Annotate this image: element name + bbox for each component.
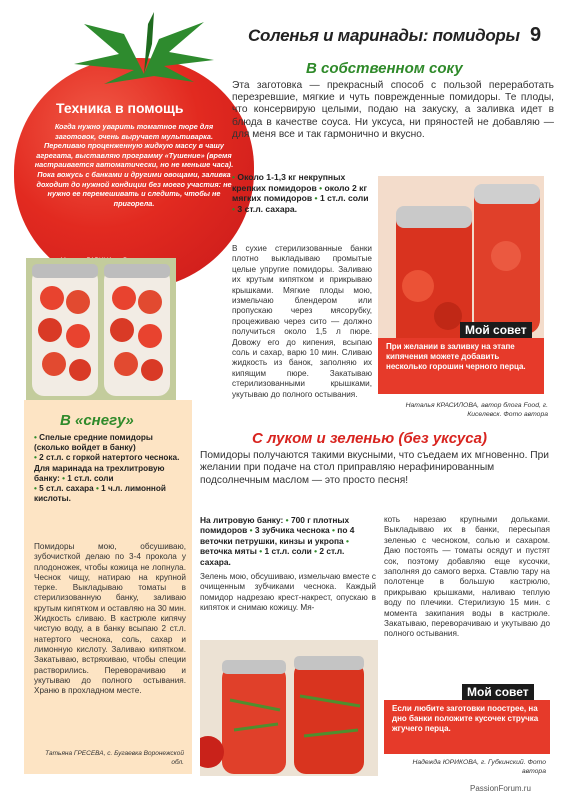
bullet-icon: • [314,546,320,557]
photo-jars-herb-tomatoes [200,640,378,776]
recipe2-title: С луком и зеленью (без уксуса) [252,430,487,447]
bullet-icon: • [62,473,68,483]
tomato-stem-icon [64,4,224,84]
ingredient: Около 1-1,3 кг некрупных крепких помидоров [232,172,346,193]
advice-text: Если любите заготовки поострее, на дно банки положите кусочек стручка жгучего перца. [392,704,539,733]
advice-text: При желании в заливку на этапе кипячения можете добавить несколько горошин черного перца. [386,342,526,371]
section-title: Соленья и маринады: помидоры [248,26,520,45]
bullet-icon: • [346,535,349,546]
recipe1-intro: Эта заготовка — прекрасный способ с пользой переработать перезревшие, мягкие и чуть поврежденные помидоры. Те плоды, что консервирую целыми, подаю на закуску, а заливка идет в блюда в качестве соуса. Ни уксуса, ни пряностей не добавляю — для меня все и так гармонично и вкусно. [232,80,554,140]
ingredient: 5 ст.л. сахара [39,484,94,494]
ingredient: 1 ч.л. лимонной кислоты. [34,484,166,504]
ingredient: 2 ст.л. сахара. [200,546,345,567]
snow-recipe-ingredients [34,433,186,504]
bullet-icon: • [34,433,40,442]
bullet-icon: • [232,172,238,182]
recipe1-ingredients [232,172,370,215]
ingredient: 1 ст.л. соли [319,193,369,204]
marinade-title: Для маринада на трехлитровую банку: [34,463,165,483]
photo-jars-snow-tomatoes [26,258,176,400]
ingredient: Спелые средние помидоры (сколько войдет в банку) [34,433,153,453]
recipe2-steps-part2: коть нарезаю крупными дольками. Выкладываю их в банки, пересыпая зеленью с чесноком, солью и сахаром. Даю постоять — томаты осядут и пустят сок, поэтому добавляю еще кусочки, заполняя до самого верха. Ставлю тару на полотенце в большую кастрюлю, прикрываю крышками, наливаю теплую воду по плечики. Стерилизую 15 мин. с момента закипания воды в кастрюле. Закатываю, переворачиваю и укутываю до полного остывания. [384,515,550,639]
recipe2-ingredients [200,515,376,567]
snow-recipe-title: В «снегу» [60,412,134,429]
recipe2-intro: Помидоры получаются такими вкусными, что съедаем их мгновенно. При желании при подаче на стол приправляю нерафинированным подсолнечным маслом — это просто песня! [200,450,549,486]
photo-caption: Наталья КРАСИЛОВА, автор блога Food, г. Киселевск. Фото автора [405,402,548,418]
ingredient: 3 зубчика чеснока [254,525,330,536]
ingredient: 3 ст.л. сахара. [237,204,298,215]
bullet-icon: • [34,484,40,494]
recipe1-title: В собственном соку [306,60,463,77]
tech-box-text: Когда нужно уварить томатное пюре для заготовок, очень выручает мультиварка. Переливаю проценженную жидкую массу в чашу агрегата, выставляю программу «Тушение» (время настраивается автоматически, но не меньше часа). Пока вожусь с банками и другими овощами, заливка доходит до нужной кондиции без моего участия: не нужно ее перемешивать и следить, чтобы не пригорела. [34,122,234,208]
ingredient: по 4 веточки петрушки, кинзы и укропа [200,525,355,546]
bullet-icon: • [314,193,320,204]
page-number: 9 [530,24,542,46]
bullet-icon: • [259,546,265,557]
ingredient: веточка мяты [200,546,257,557]
ingredients-title: На литровую банку: [200,515,284,525]
bullet-icon: • [319,182,325,193]
ingredient: 700 г плотных помидоров [200,515,350,536]
recipe2-steps-part1: Зелень мою, обсушиваю, измельчаю вместе с очищенным зубчиками чеснока. Каждый помидор надрезаю крест-накрест, опускаю в кипяток и снимаю кожицу. Мя- [200,572,376,612]
advice-label: Мой совет [460,322,532,338]
bullet-icon: • [232,204,238,215]
snow-recipe-steps: Помидоры мою, обсушиваю, зубочисткой делаю по 3-4 прокола у плодоножек, чтобы кожица не лопнула. Чеснок чищу, натираю на крупной терке. Выкладываю томаты в стерилизованную банку, заливаю крутым кипятком и оставляю на 30 мин. Жидкость сливаю. В кастрюле кипячу чистую воду, а в банку всыпаю 2 ст.л. натертого чеснока, соль, сахар и лимонную кислоту. Заливаю кипятком. Закатываю, встряхиваю, чтобы специи растворились. Переворачиваю и укутываю до полного остывания. Храню в прохладном месте. [34,542,186,696]
ingredient: 1 ст.л. соли [264,546,312,557]
ingredient: 2 ст.л. с горкой натертого чеснока. [39,453,180,463]
recipe1-steps: В сухие стерилизованные банки плотно выкладываю промытые целые упругие помидоры. Заливаю их крутым кипятком и прикрываю крышками. Мягкие плоды мою, измельчаю блендером или пропускаю через мясорубку, процеживаю через сито — должно получиться около 1,5 л пюре. Довожу его до кипения, всыпаю соль и сахар, варю 10 мин. Сливаю жидкость из банок, заполняю их кипящим пюре. Закатываю стерилизованными крышками, укутываю до полного остывания. [232,244,372,399]
tech-box-title: Техника в помощь [56,100,184,116]
watermark: PassionForum.ru [470,784,531,793]
advice-label: Мой совет [462,684,534,700]
bullet-icon: • [249,525,255,536]
bullet-icon: • [34,453,40,463]
bullet-icon: • [332,525,338,536]
ingredient: 1 ст.л. соли [67,473,114,483]
bullet-icon: • [96,484,102,494]
bullet-icon: • [285,515,291,525]
ingredient: около 2 кг мягких помидоров [232,182,368,204]
photo-caption: Надежда ЮРИКОВА, г. Губкинский. Фото автора [412,759,546,775]
snow-recipe-author: Татьяна ГРЕСЕВА, с. Бугаевка Воронежской обл. [45,750,184,766]
